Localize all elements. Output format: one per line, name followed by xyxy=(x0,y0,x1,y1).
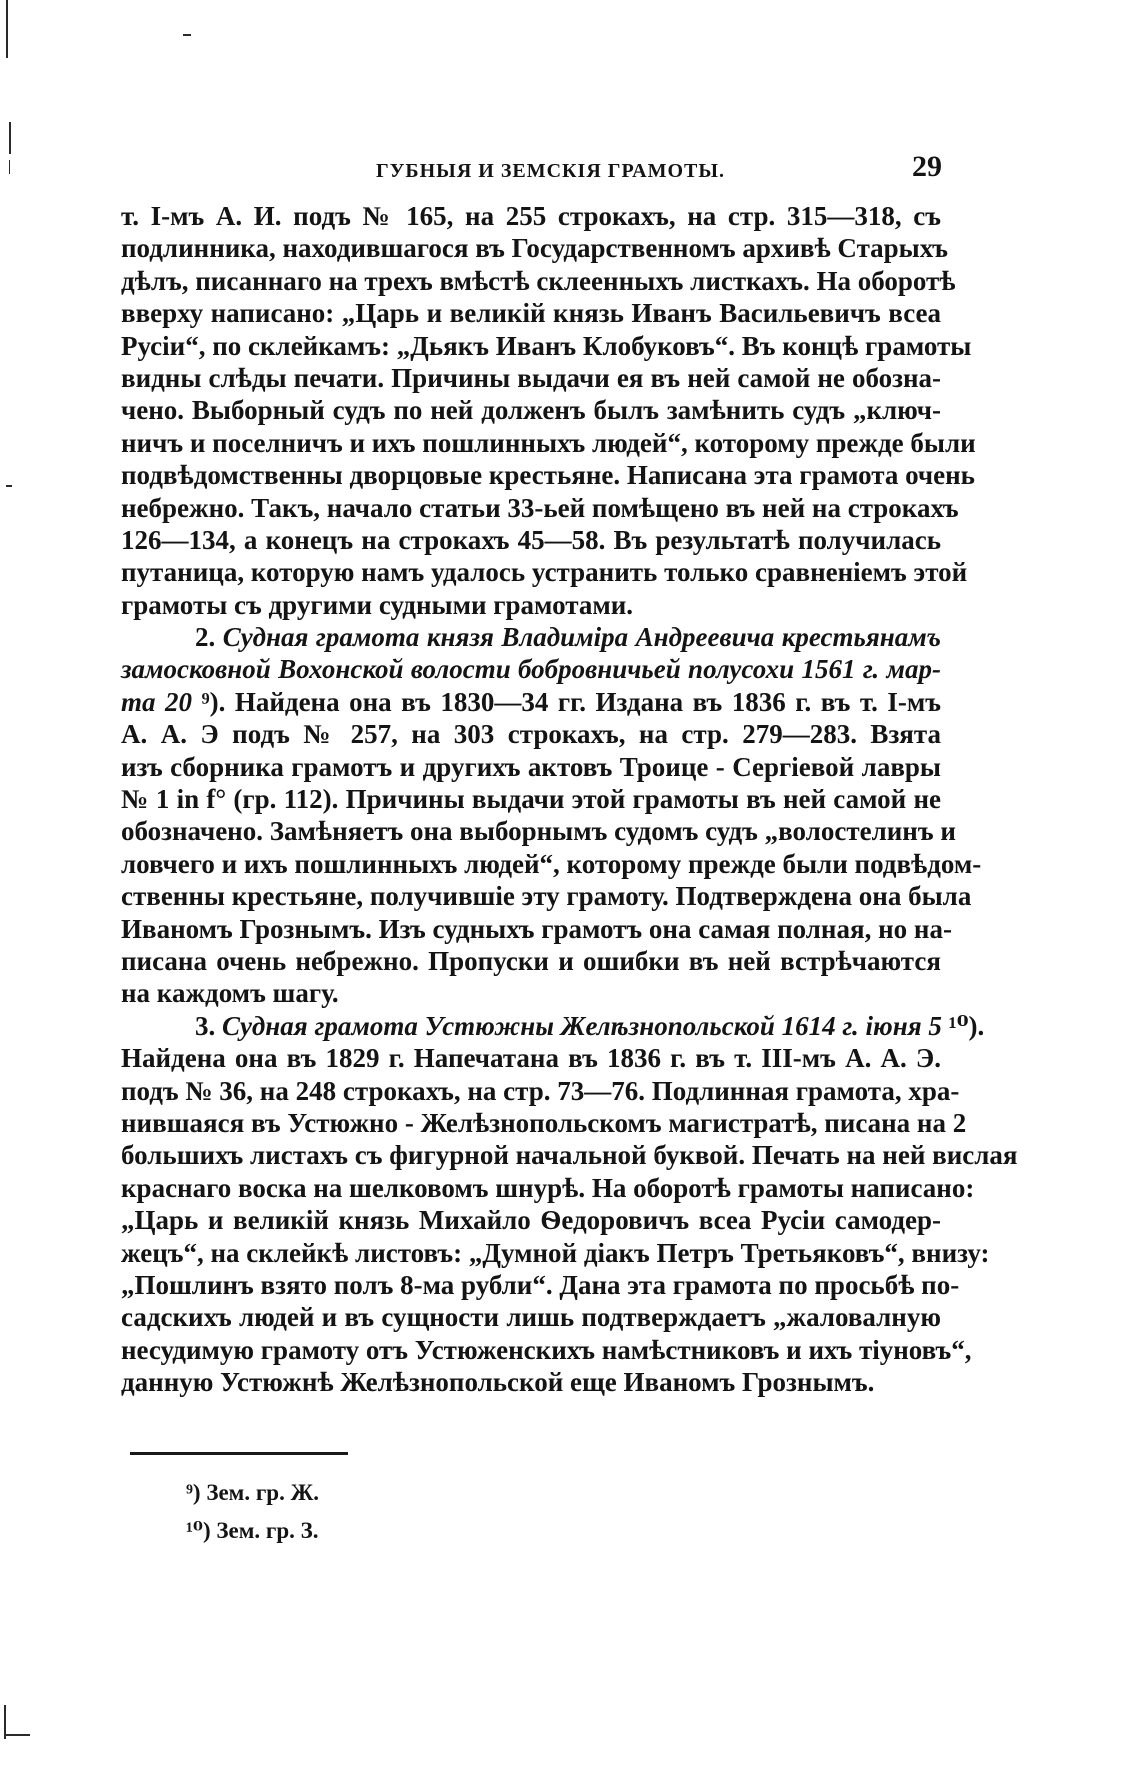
section-title-italic: замосковной Вохонской волости бобровничьей полусохи 1561 г. мар- xyxy=(121,654,941,685)
text-line: садскихъ людей и въ сущности лишь подтверждаетъ „жаловалную xyxy=(121,1302,941,1333)
text-line: подлинника, находившагося въ Государственномъ архивѣ Старыхъ xyxy=(121,233,948,264)
section-number: 3. xyxy=(195,1010,222,1041)
scan-edge-mark xyxy=(9,160,10,174)
text-line: небрежно. Такъ, начало статьи 33-ьей помѣщено въ ней на строкахъ xyxy=(121,492,959,523)
scan-edge-mark xyxy=(6,485,12,487)
text-line: грамоты съ другими судными грамотами. xyxy=(121,589,634,620)
text-line: несудимую грамоту отъ Устюженскихъ намѣстниковъ и ихъ тіуновъ“, xyxy=(121,1334,972,1365)
text-line: видны слѣды печати. Причины выдачи ея въ ней самой не обозна- xyxy=(121,362,941,393)
text-line: вверху написано: „Царь и великій князь Иванъ Васильевичъ всеа xyxy=(121,298,941,329)
text-line: ничъ и поселничъ и ихъ пошлинныхъ людей“, которому прежде были xyxy=(121,427,976,458)
text-line: на каждомъ шагу. xyxy=(121,978,339,1009)
text-line: краснаго воска на шелковомъ шнурѣ. На оборотѣ грамоты написано: xyxy=(121,1172,975,1203)
text-line: изъ сборника грамотъ и другихъ актовъ Троице - Сергіевой лавры xyxy=(121,751,941,782)
body-text xyxy=(121,200,1018,1398)
scan-edge-mark xyxy=(6,0,8,58)
text-line: большихъ листахъ съ фигурной начальной буквой. Печать на ней вислая xyxy=(121,1140,1018,1171)
section-heading-line xyxy=(121,1010,985,1042)
text-line: подъ № 36, на 248 строкахъ, на стр. 73—76. Подлинная грамота, хра- xyxy=(121,1075,960,1106)
text-line: № 1 in f° (гр. 112). Причины выдачи этой грамоты въ ней самой не xyxy=(121,784,941,815)
text-line: обозначено. Замѣняетъ она выборнымъ судомъ судъ „волостелинъ и xyxy=(121,816,956,847)
text-line: подвѣдомственны дворцовые крестьяне. Написана эта грамота очень xyxy=(121,460,975,491)
section-number: 2. xyxy=(195,622,223,653)
text-line: чено. Выборный судъ по ней долженъ былъ замѣнить судъ „ключ- xyxy=(121,395,941,426)
text-line: Иваномъ Грознымъ. Изъ судныхъ грамотъ она самая полная, но на- xyxy=(121,913,952,944)
text-line: ловчего и ихъ пошлинныхъ людей“, которому прежде были подвѣдом- xyxy=(121,848,982,879)
scan-edge-mark xyxy=(9,122,11,154)
text-line xyxy=(121,686,941,718)
footnote-marker: ⁹) xyxy=(186,1480,201,1505)
footnote-text: Зем. гр. Ж. xyxy=(206,1480,320,1505)
text-line: путаница, которую намъ удалось устранить только сравненіемъ этой xyxy=(121,557,968,588)
text-line: писана очень небрежно. Пропуски и ошибки въ ней встрѣчаются xyxy=(121,945,941,976)
text-line: жецъ“, на склейкѣ листовъ: „Думной діакъ Петръ Третьяковъ“, внизу: xyxy=(121,1237,990,1268)
text-line: нившаяся въ Устюжно - Желѣзнопольскомъ магистратѣ, писана на 2 xyxy=(121,1107,967,1138)
running-header: ГУБНЫЯ И ЗЕМСКІЯ ГРАМОТЫ. xyxy=(376,160,726,182)
text-line: Найдена она въ 1829 г. Напечатана въ 1836 г. въ т. ІІІ-мъ А. А. Э. xyxy=(121,1043,941,1074)
text-line: 126—134, а конецъ на строкахъ 45—58. Въ результатѣ получилась xyxy=(121,524,941,555)
footnote-ref: ¹⁰). xyxy=(941,1010,985,1041)
text-line-rest: ⁹). Найдена она въ 1830—34 гг. Издана въ 1836 г. въ т. І-мъ xyxy=(192,686,941,717)
footnote-text: Зем. гр. З. xyxy=(216,1518,319,1543)
footnote-divider xyxy=(130,1452,348,1455)
section-heading-line xyxy=(121,621,941,653)
footnote xyxy=(186,1474,319,1512)
section-date-italic: та 20 xyxy=(121,686,193,717)
section-title-italic: Судная грамота Устюжны Желѣзнопольской 1614 г. іюня 5 xyxy=(222,1010,942,1041)
text-line: „Пошлинъ взято полъ 8-ма рубли“. Дана эта грамота по просьбѣ по- xyxy=(121,1269,960,1300)
text-line: дѣлъ, писаннаго на трехъ вмѣстѣ склеенныхъ листкахъ. На оборотѣ xyxy=(121,265,956,296)
text-line: данную Устюжнѣ Желѣзнопольской еще Иваномъ Грознымъ. xyxy=(121,1367,875,1398)
text-line: Русіи“, по склейкамъ: „Дьякъ Иванъ Клобуковъ“. Въ концѣ грамоты xyxy=(121,330,972,361)
text-line: ственны крестьяне, получившіе эту грамоту. Подтверждена она была xyxy=(121,881,972,912)
page-number: 29 xyxy=(912,150,942,183)
section-title-italic: Судная грамота князя Владиміра Андреевича крестьянамъ xyxy=(222,622,941,653)
scan-edge-mark xyxy=(6,1734,30,1736)
footnote xyxy=(186,1512,319,1550)
section-heading-line xyxy=(121,653,941,685)
text-line: т. І-мъ А. И. подъ № 165, на 255 строкахъ, на стр. 315—318, съ xyxy=(121,201,941,231)
footnotes xyxy=(186,1474,319,1550)
text-line: „Царь и великій князь Михайло Ѳедоровичъ всеа Русіи самодер- xyxy=(121,1205,941,1236)
scan-speck xyxy=(183,34,191,36)
footnote-marker: ¹⁰) xyxy=(186,1518,211,1543)
text-line: А. А. Э подъ № 257, на 303 строкахъ, на стр. 279—283. Взята xyxy=(121,719,941,750)
